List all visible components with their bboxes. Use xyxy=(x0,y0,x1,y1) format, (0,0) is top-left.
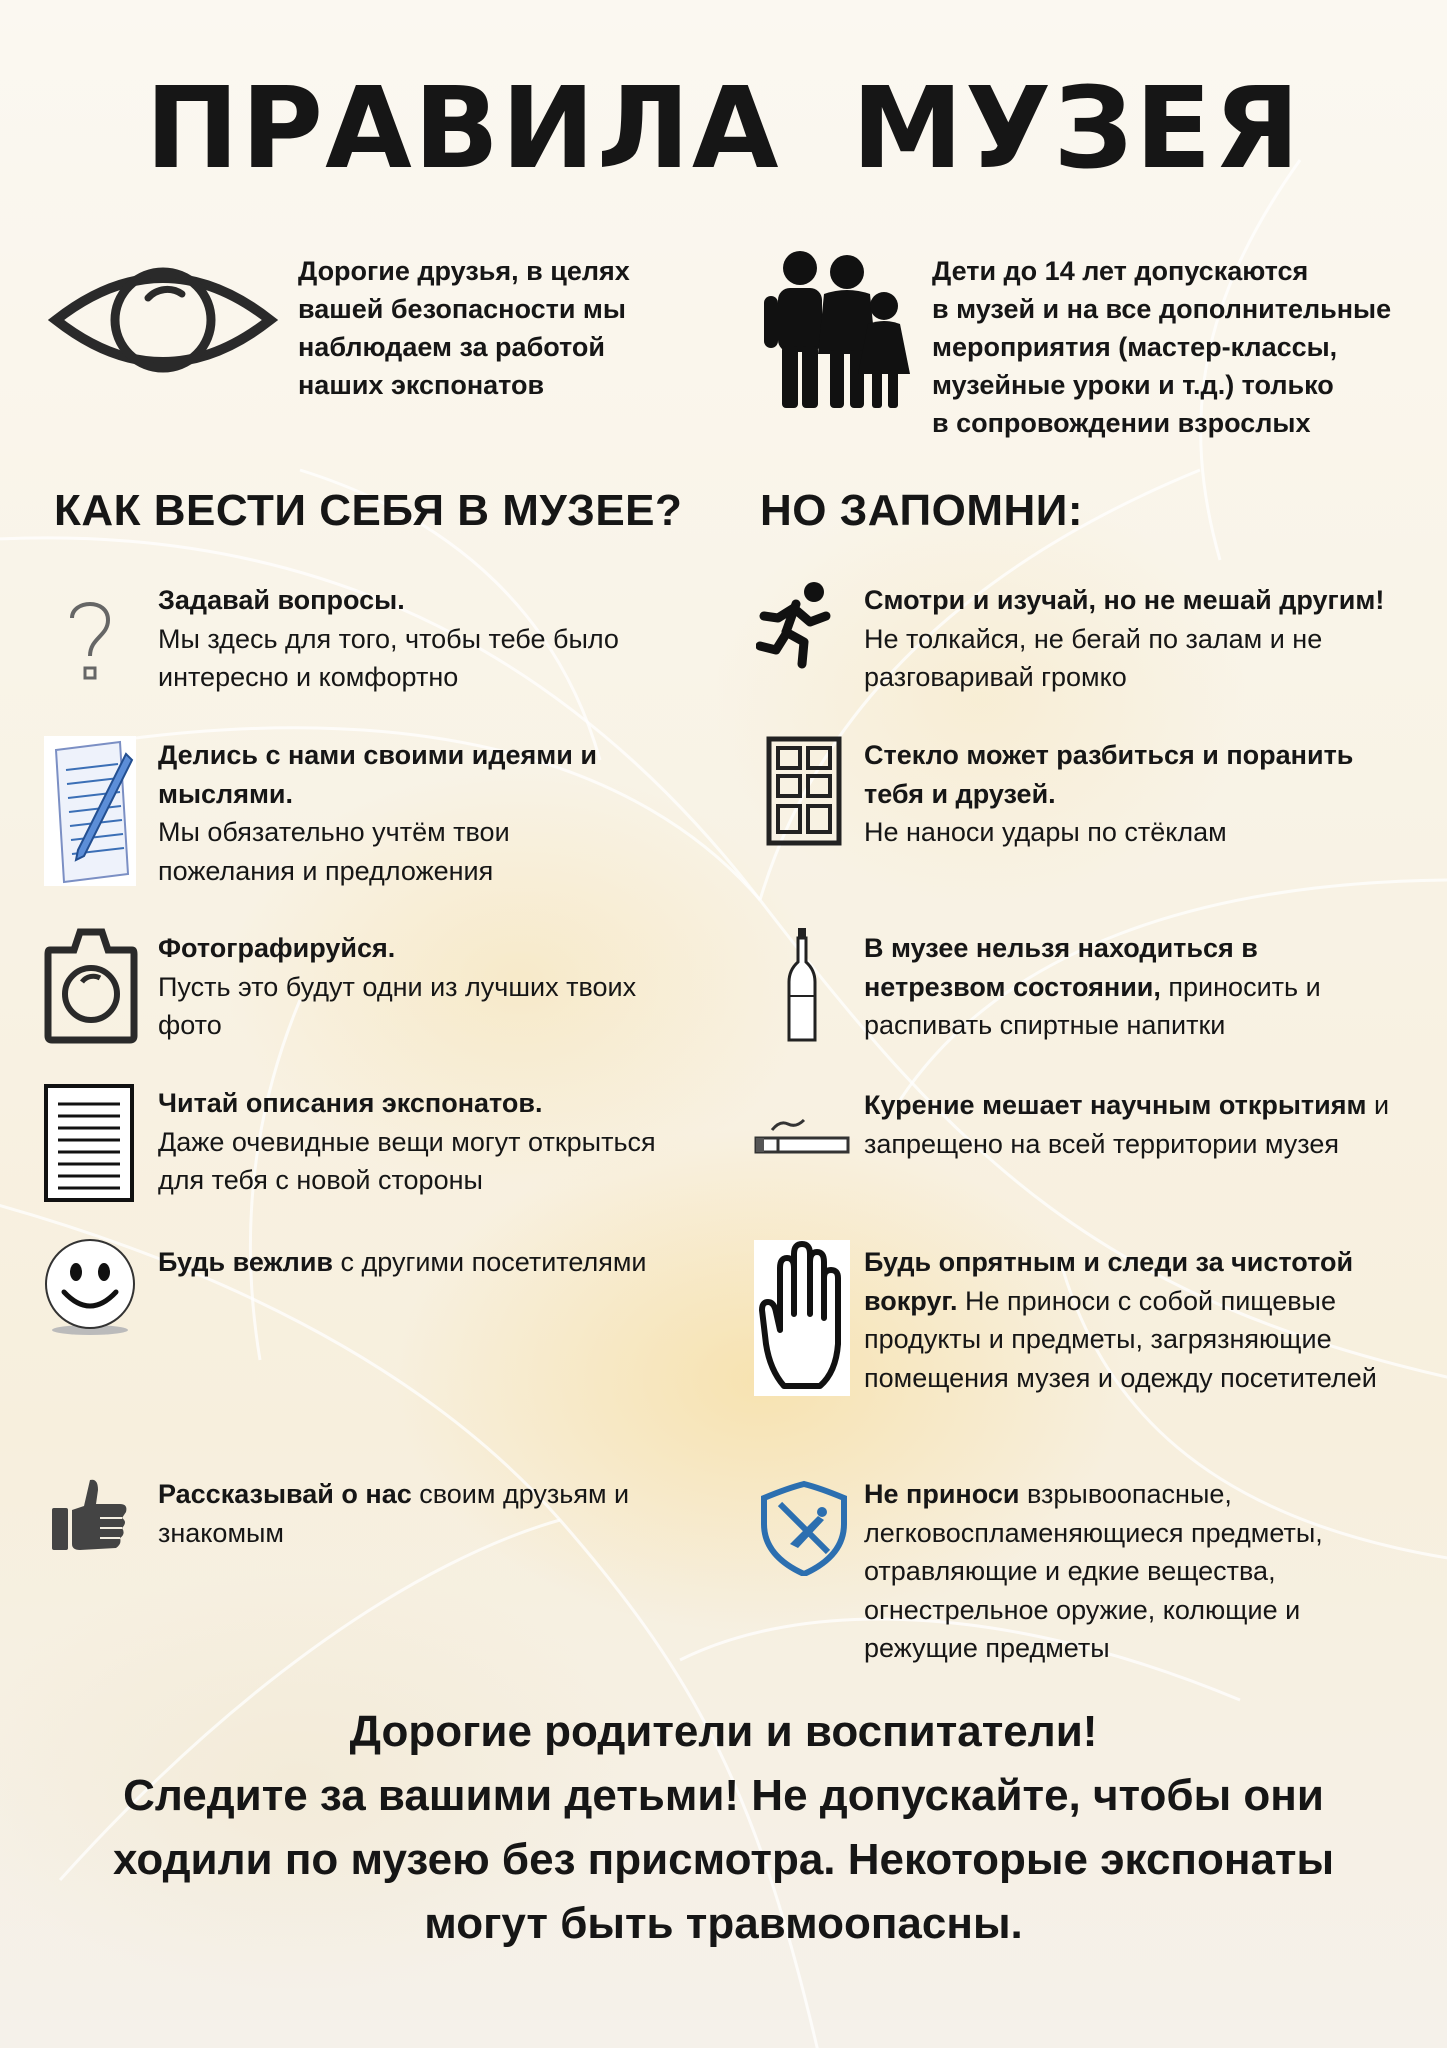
parents-notice-line: Следите за вашими детьми! Не допускайте, чтобы они xyxy=(123,1771,1324,1820)
rule-dont-disturb xyxy=(864,581,1424,697)
rule-text: Не приноси с собой пищевые продукты и предметы, загрязняющие помещения музея и одежду посетителей xyxy=(864,1285,1377,1393)
rule-text: и запрещено на всей территории музея xyxy=(864,1090,1390,1159)
question-icon xyxy=(62,592,118,688)
rule-text: Не наноси удары по стёклам xyxy=(864,817,1227,847)
rule-text: Мы здесь для того, чтобы тебе было интересно и комфортно xyxy=(158,623,619,692)
cigarette-icon xyxy=(752,1108,852,1158)
page-title: ПРАВИЛА МУЗЕЯ xyxy=(145,64,1302,194)
rule-title: Читай описания экспонатов. xyxy=(158,1088,543,1118)
rule-title: Курение мешает научным открытиям xyxy=(864,1090,1367,1120)
rule-title: Делись с нами своими идеями и мыслями. xyxy=(158,740,597,809)
rule-title: Стекло может разбиться и поранить тебя и друзей. xyxy=(864,740,1354,809)
rule-title: В музее нельзя находиться в нетрезвом состоянии, xyxy=(864,933,1258,1002)
rule-title: Будь опрятным и следи за чистотой вокруг. xyxy=(864,1247,1354,1316)
intro-line: музейные уроки и т.д.) только xyxy=(932,370,1334,400)
rule-text: Мы обязательно учтём твои пожелания и предложения xyxy=(158,817,510,886)
rule-tell-friends xyxy=(158,1475,678,1552)
rule-title: Не приноси xyxy=(864,1479,1020,1509)
bottle-icon xyxy=(786,926,818,1044)
parents-notice-heading: Дорогие родители и воспитатели! xyxy=(349,1707,1098,1756)
rule-text: Пусть это будут одни из лучших твоих фото xyxy=(158,971,637,1040)
family-icon xyxy=(752,250,912,410)
window-icon xyxy=(766,736,842,846)
intro-children-text xyxy=(932,252,1412,442)
section-title-remember: НО ЗАПОМНИ: xyxy=(760,486,1084,535)
intro-line: в сопровождении взрослых xyxy=(932,408,1311,438)
eye-icon xyxy=(48,250,278,390)
document-icon xyxy=(44,1084,134,1202)
rule-title: Фотографируйся. xyxy=(158,933,396,963)
rule-glass-warning xyxy=(864,736,1404,852)
intro-line: наблюдаем за работой xyxy=(298,332,606,362)
rule-title: Задавай вопросы. xyxy=(158,585,405,615)
rule-text: Не толкайся, не бегай по залам и не разговаривай громко xyxy=(864,623,1323,692)
intro-line: в музей и на все дополнительные xyxy=(932,294,1392,324)
rule-ask-questions xyxy=(158,581,698,697)
thumbs-up-icon xyxy=(50,1474,130,1554)
stop-hand-icon xyxy=(754,1240,850,1396)
rule-text: взрывоопасные, легковоспламеняющиеся предметы, отравляющие и едкие вещества, огнестрельное оружие, колющие и режущие предметы xyxy=(864,1479,1323,1663)
rule-text: с другими посетителями xyxy=(333,1247,647,1277)
rule-no-dangerous-items xyxy=(864,1475,1384,1668)
intro-line: мероприятия (мастер-классы, xyxy=(932,332,1338,362)
intro-surveillance-text xyxy=(298,252,678,404)
rule-keep-clean xyxy=(864,1243,1404,1397)
rule-be-polite xyxy=(158,1243,698,1282)
rule-text: своим друзьям и знакомым xyxy=(158,1479,630,1548)
parents-notice-line: ходили по музею без присмотра. Некоторые экспонаты xyxy=(112,1835,1335,1884)
rule-text: приносить и распивать спиртные напитки xyxy=(864,971,1321,1040)
intro-line: вашей безопасности мы xyxy=(298,294,626,324)
rule-no-smoking xyxy=(864,1086,1404,1163)
parents-notice-line: могут быть травмоопасны. xyxy=(424,1899,1023,1948)
running-person-icon xyxy=(756,580,842,672)
section-title-behavior: КАК ВЕСТИ СЕБЯ В МУЗЕЕ? xyxy=(54,486,683,535)
no-weapons-icon xyxy=(760,1480,848,1576)
intro-line: Дорогие друзья, в целях xyxy=(298,256,630,286)
rule-no-alcohol xyxy=(864,929,1384,1045)
rule-title: Смотри и изучай, но не мешай другим! xyxy=(864,585,1385,615)
parents-notice xyxy=(40,1700,1407,1956)
rule-title: Рассказывай о нас xyxy=(158,1479,412,1509)
camera-icon xyxy=(44,926,138,1044)
intro-line: Дети до 14 лет допускаются xyxy=(932,256,1309,286)
intro-line: наших экспонатов xyxy=(298,370,545,400)
smiley-icon xyxy=(42,1236,138,1336)
notepad-pencil-icon xyxy=(44,736,136,886)
rule-title: Будь вежлив xyxy=(158,1247,334,1277)
rule-text: Даже очевидные вещи могут открыться для тебя с новой стороны xyxy=(158,1126,656,1195)
rule-take-photos xyxy=(158,929,698,1045)
rule-read-descriptions xyxy=(158,1084,698,1200)
rule-share-ideas xyxy=(158,736,628,890)
